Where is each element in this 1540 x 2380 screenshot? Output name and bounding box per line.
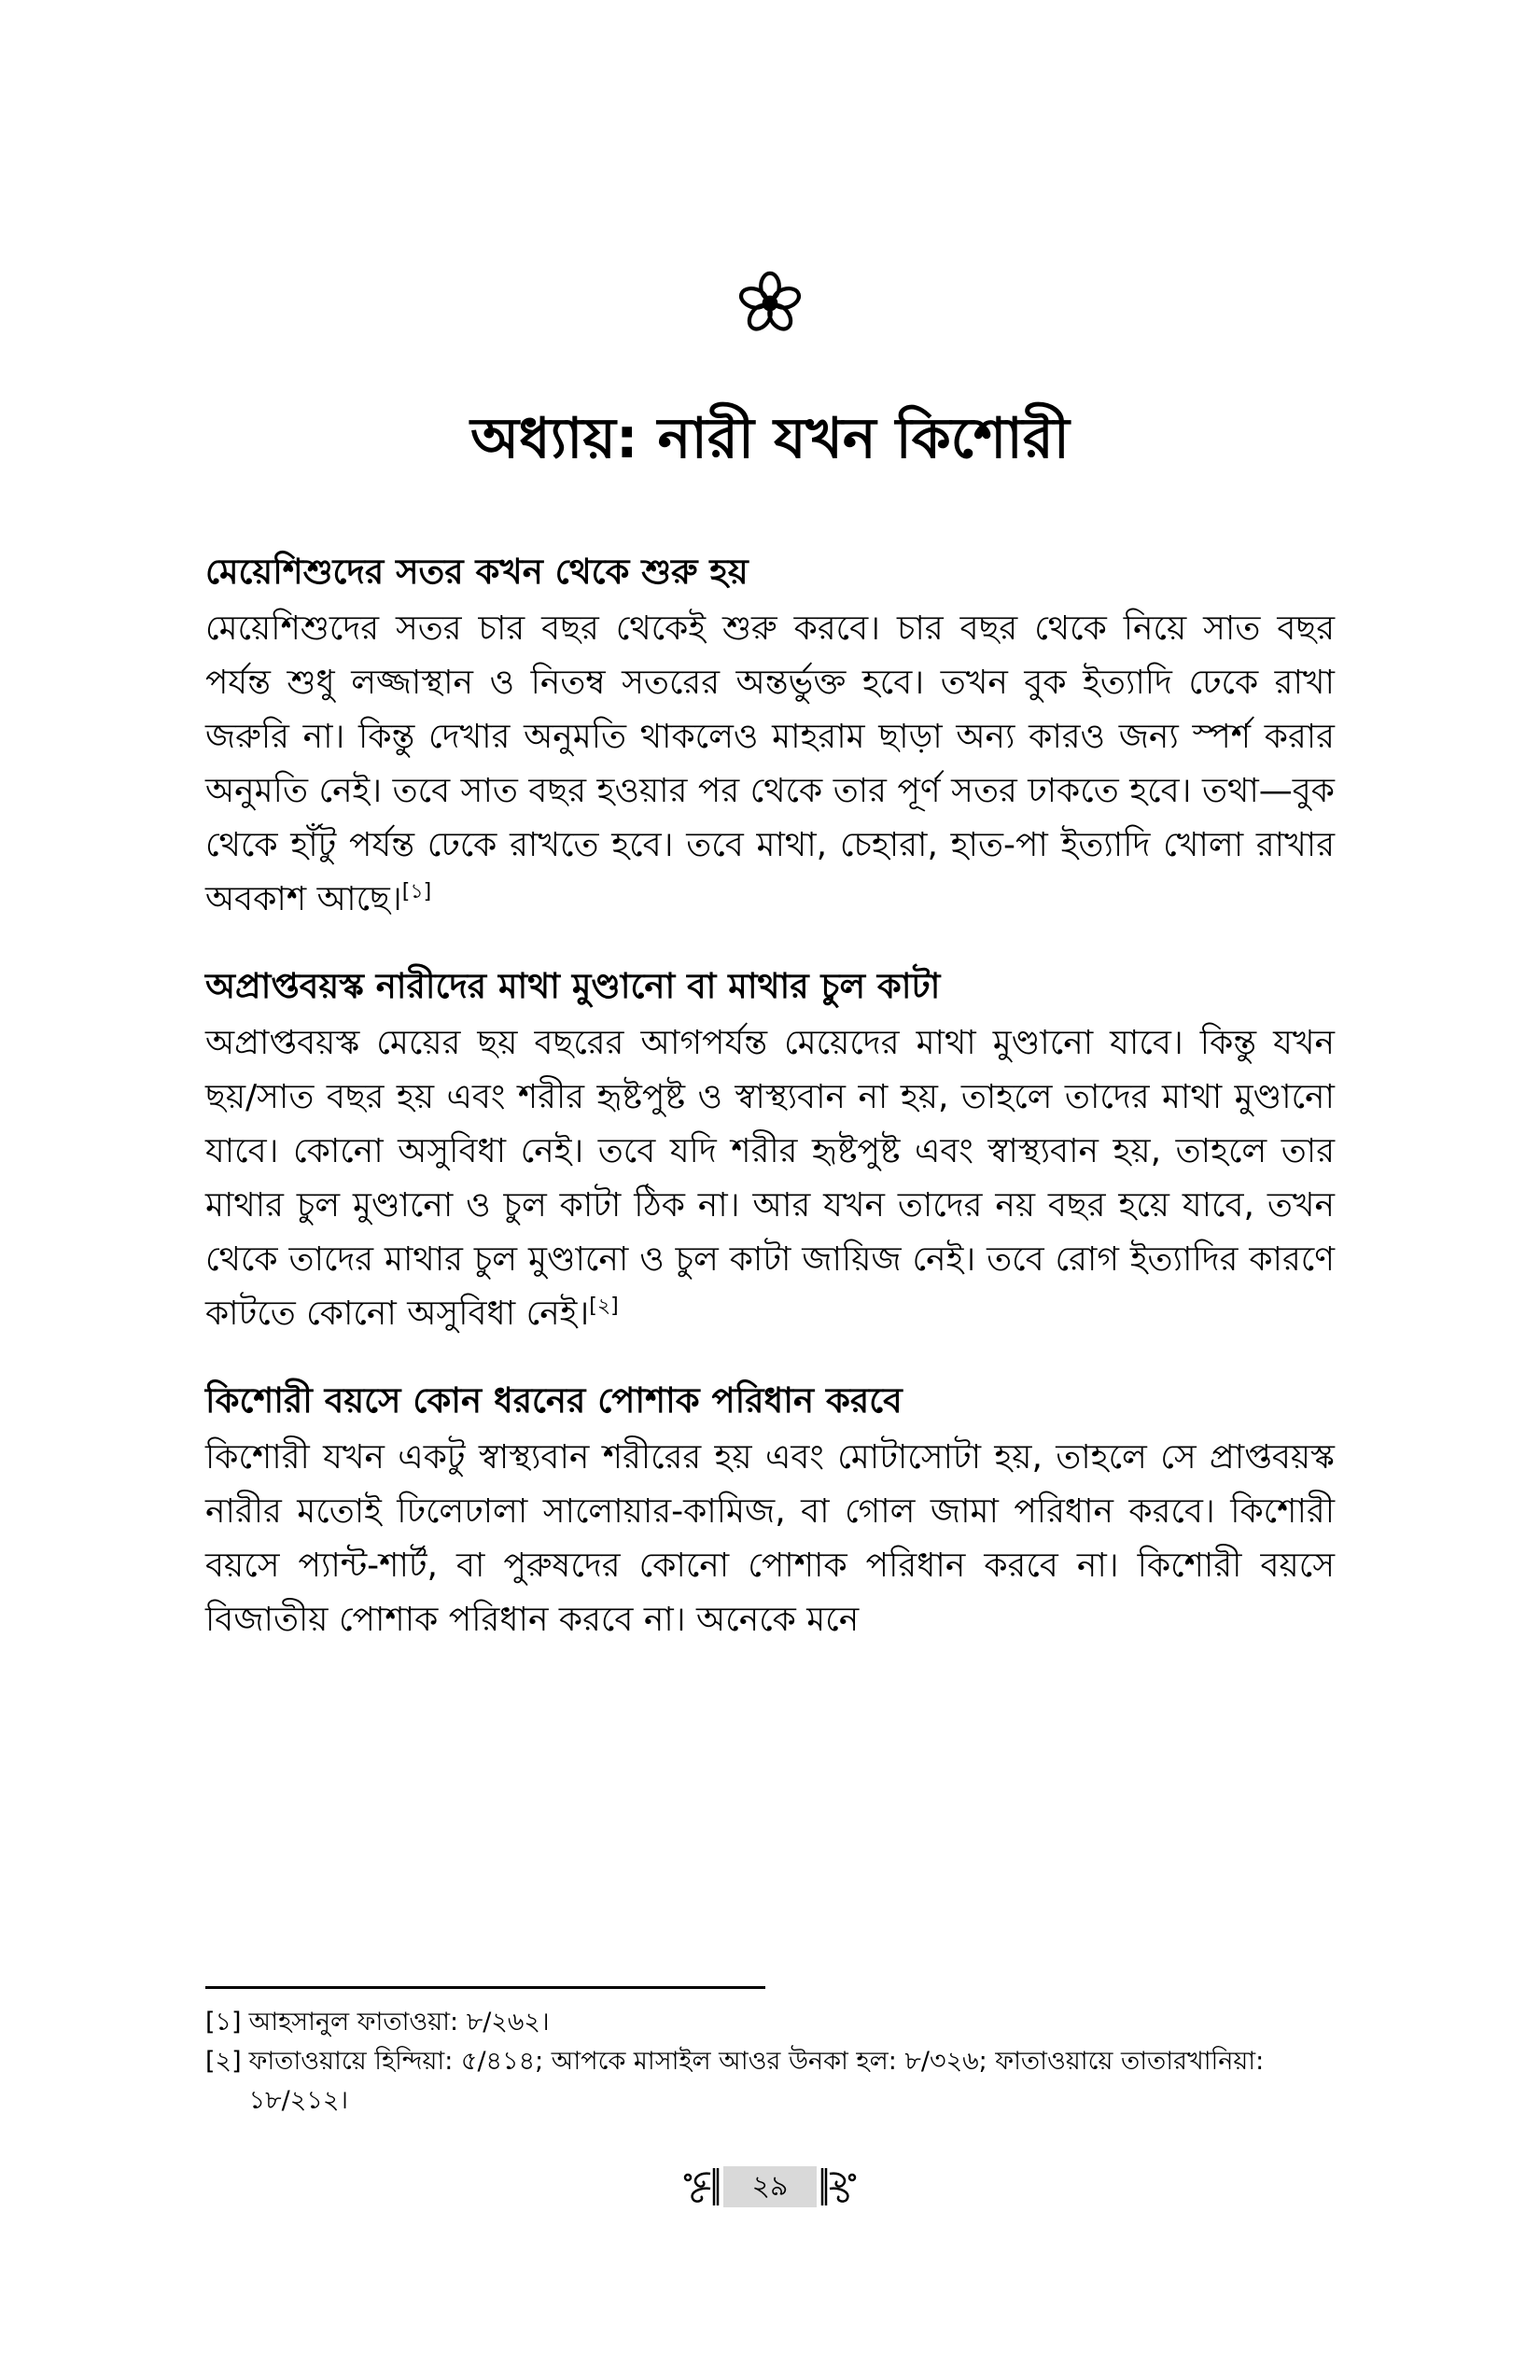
main-content (205, 546, 1335, 1681)
vine-right-icon (820, 2166, 860, 2207)
section-paragraph (205, 602, 1335, 927)
vine-left-icon (680, 2166, 720, 2207)
footnote-reference[interactable]: [২] (589, 1295, 619, 1318)
section-paragraph (205, 1016, 1335, 1341)
footnote-text: আহসানুল ফাতাওয়া: ৮/২৬২। (248, 2008, 550, 2037)
footnote-divider (205, 1986, 765, 1989)
flower-ornament-icon (737, 271, 803, 336)
chapter-title: অধ্যায়: নারী যখন কিশোরী (470, 406, 1070, 471)
page-number-bar (677, 2163, 863, 2210)
section-sotor (205, 546, 1335, 927)
footnote-reference[interactable]: [১] (401, 880, 432, 903)
footnotes (205, 2003, 1335, 2121)
footnote-item (205, 2042, 1335, 2121)
paragraph-text: অপ্রাপ্তবয়স্ক মেয়ের ছয় বছরের আগপর্যন্ত মেয়েদের মাথা মুণ্ডানো যাবে। কিন্তু যখন ছয়/সাত বছর হয় এবং শরীর হৃষ্টপুষ্ট ও স্বাস্থ্যবান না হয়, তাহলে তাদের মাথা মুণ্ডানো যাবে। কোনো অসুবিধা নেই। তবে যদি শরীর হৃষ্টপুষ্ট এবং স্বাস্থ্যবান হয়, তাহলে তার মাথার চুল মুণ্ডানো ও চুল কাটা ঠিক না। আর যখন তাদের নয় বছর হয়ে যাবে, তখন থেকে তাদের মাথার চুল মুণ্ডানো ও চুল কাটা জায়িজ নেই। তবে রোগ ইত্যাদির কারণে কাটতে কোনো অসুবিধা নেই। (205, 1024, 1335, 1333)
page-number: ২৯ (723, 2166, 817, 2207)
footnote-text: ফাতাওয়ায়ে হিন্দিয়া: ৫/৪১৪; আপকে মাসাইল আওর উনকা হল: ৮/৩২৬; ফাতাওয়ায়ে তাতারখানিয়া: ১৮/২১২। (248, 2047, 1265, 2115)
footnote-marker: [১] (205, 2008, 242, 2037)
section-clothing (205, 1375, 1335, 1647)
paragraph-text: মেয়েশিশুদের সতর চার বছর থেকেই শুরু করবে। চার বছর থেকে নিয়ে সাত বছর পর্যন্ত শুধু লজ্জাস্থান ও নিতম্ব সতরের অন্তর্ভুক্ত হবে। তখন বুক ইত্যাদি ঢেকে রাখা জরুরি না। কিন্তু দেখার অনুমতি থাকলেও মাহরাম ছাড়া অন্য কারও জন্য স্পর্শ করার অনুমতি নেই। তবে সাত বছর হওয়ার পর থেকে তার পূর্ণ সতর ঢাকতে হবে। তথা—বুক থেকে হাঁটু পর্যন্ত ঢেকে রাখতে হবে। তবে মাথা, চেহারা, হাত-পা ইত্যাদি খোলা রাখার অবকাশ আছে। (205, 609, 1335, 918)
section-heading: মেয়েশিশুদের সতর কখন থেকে শুরু হয় (205, 552, 749, 592)
footnote-item (205, 2003, 1335, 2042)
section-heading: অপ্রাপ্তবয়স্ক নারীদের মাথা মুণ্ডানো বা মাথার চুল কাটা (205, 966, 941, 1006)
paragraph-text: কিশোরী যখন একটু স্বাস্থ্যবান শরীরের হয় এবং মোটাসোটা হয়, তাহলে সে প্রাপ্তবয়স্ক নারীর মতোই ঢিলেঢালা সালোয়ার-কামিজ, বা গোল জামা পরিধান করবে। কিশোরী বয়সে প্যান্ট-শার্ট, বা পুরুষদের কোনো পোশাক পরিধান করবে না। কিশোরী বয়সে বিজাতীয় পোশাক পরিধান করবে না। অনেকে মনে (205, 1438, 1335, 1639)
section-paragraph (205, 1431, 1335, 1647)
section-hair-cutting (205, 960, 1335, 1341)
section-heading: কিশোরী বয়সে কোন ধরনের পোশাক পরিধান করবে (205, 1380, 903, 1421)
footnote-marker: [২] (205, 2047, 242, 2076)
